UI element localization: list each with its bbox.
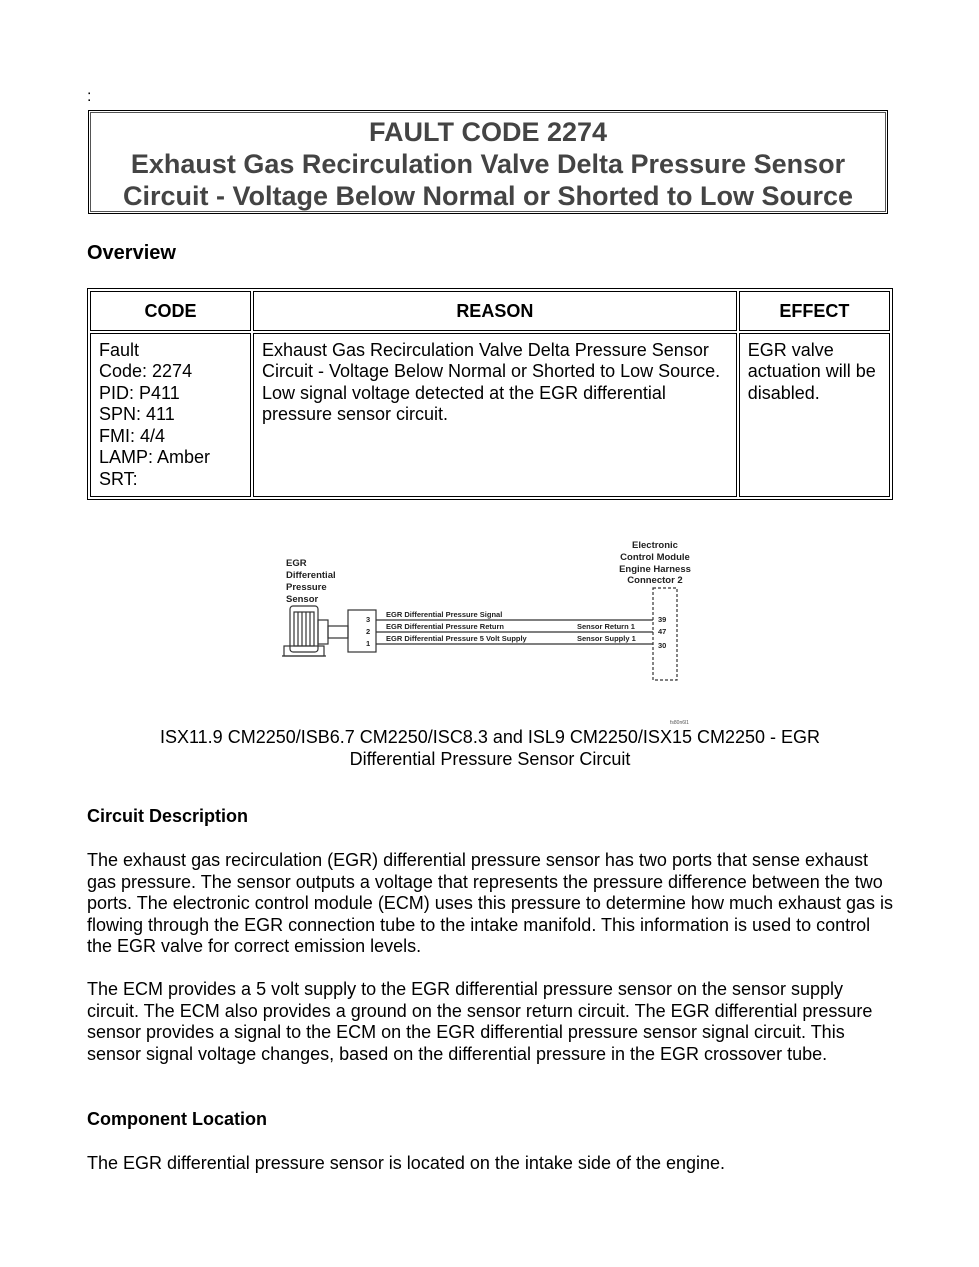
ecm-pin-label: 39 (658, 615, 667, 624)
wire-label: EGR Differential Pressure Return (386, 622, 504, 631)
circuit-description-para2: The ECM provides a 5 volt supply to the EGR differential pressure sensor on the sensor supply circuit. The ECM also provides a ground on the sensor return circuit. The EGR differential pressure sensor provides a signal to the ECM on the EGR differential pressure sensor signal circuit. This sensor signal voltage changes, based on the differential pressure in the EGR crossover tube. (87, 979, 873, 1064)
sensor-label-line: EGR (286, 558, 307, 569)
component-location-heading: Component Location (87, 1109, 267, 1129)
code-line: Code: 2274 (99, 361, 193, 381)
caption-line: Differential Pressure Sensor Circuit (349, 748, 631, 769)
sensor-pin-label: 3 (366, 615, 371, 624)
circuit-description-heading: Circuit Description (87, 806, 249, 826)
sensor-label-line: Pressure (286, 582, 327, 593)
diagram-caption (87, 727, 893, 770)
header-colon: : (87, 88, 92, 105)
circuit-diagram (280, 536, 700, 728)
code-line: Fault (99, 339, 140, 360)
header-reason: REASON (253, 291, 737, 331)
sensor-label-line: Differential (286, 570, 336, 581)
caption-line: ISX11.9 CM2250/ISB6.7 CM2250/ISC8.3 and ISL9 CM2250/ISX15 CM2250 - EGR (159, 727, 821, 747)
fault-title-line3: Circuit - Voltage Below Normal or Shorted to Low Source (122, 181, 854, 211)
reason-cell: Exhaust Gas Recirculation Valve Delta Pressure Sensor Circuit - Voltage Below Normal or Shorted to Low Source. Low signal voltage detected at the EGR differential pressure sensor circuit. (253, 333, 737, 498)
diagram-image-id: fs80n6l1 (670, 720, 689, 726)
component-location-para: The EGR differential pressure sensor is located on the intake side of the engine. (87, 1153, 726, 1173)
circuit-description-para1: The exhaust gas recirculation (EGR) differential pressure sensor has two ports that sense exhaust gas pressure. The sensor outputs a voltage that represents the pressure difference between the two ports. The electronic control module (ECM) uses this pressure to determine how much exhaust gas is flowing through the EGR connection tube to the intake manifold. This information is used to control the EGR valve for correct emission levels. (87, 850, 894, 956)
sensor-label-line: Sensor (286, 594, 319, 605)
ecm-label-line: Connector 2 (627, 575, 683, 586)
effect-cell: EGR valve actuation will be disabled. (739, 333, 890, 498)
sensor-pin-label: 2 (366, 627, 371, 636)
ecm-label-line: Control Module (620, 552, 690, 563)
fault-title-box (88, 110, 888, 214)
table-row (90, 333, 890, 498)
code-line: PID: P411 (99, 382, 180, 403)
overview-table (87, 288, 893, 500)
code-line: SRT: (99, 468, 138, 489)
table-header-row (90, 291, 890, 331)
header-effect: EFFECT (739, 291, 890, 331)
code-line: SPN: 411 (99, 404, 175, 424)
overview-heading: Overview (87, 242, 176, 264)
wire-label: EGR Differential Pressure Signal (386, 610, 503, 619)
fault-title-line2: Exhaust Gas Recirculation Valve Delta Pressure Sensor (130, 149, 846, 179)
sensor-icon (282, 606, 376, 656)
ecm-label-line: Engine Harness (619, 564, 691, 575)
code-line: LAMP: Amber (99, 447, 211, 467)
ecm-wire-label: Sensor Supply 1 (577, 634, 636, 643)
ecm-wire-label: Sensor Return 1 (577, 622, 635, 631)
ecm-label-line: Electronic (632, 540, 678, 551)
wire-label: EGR Differential Pressure 5 Volt Supply (386, 634, 527, 643)
sensor-pin-label: 1 (366, 639, 371, 648)
code-line: FMI: 4/4 (99, 425, 166, 446)
code-cell (90, 333, 251, 498)
ecm-pin-label: 47 (658, 627, 667, 636)
header-code: CODE (90, 291, 251, 331)
fault-code-title: FAULT CODE 2274 (368, 117, 608, 147)
ecm-pin-label: 30 (658, 641, 667, 650)
